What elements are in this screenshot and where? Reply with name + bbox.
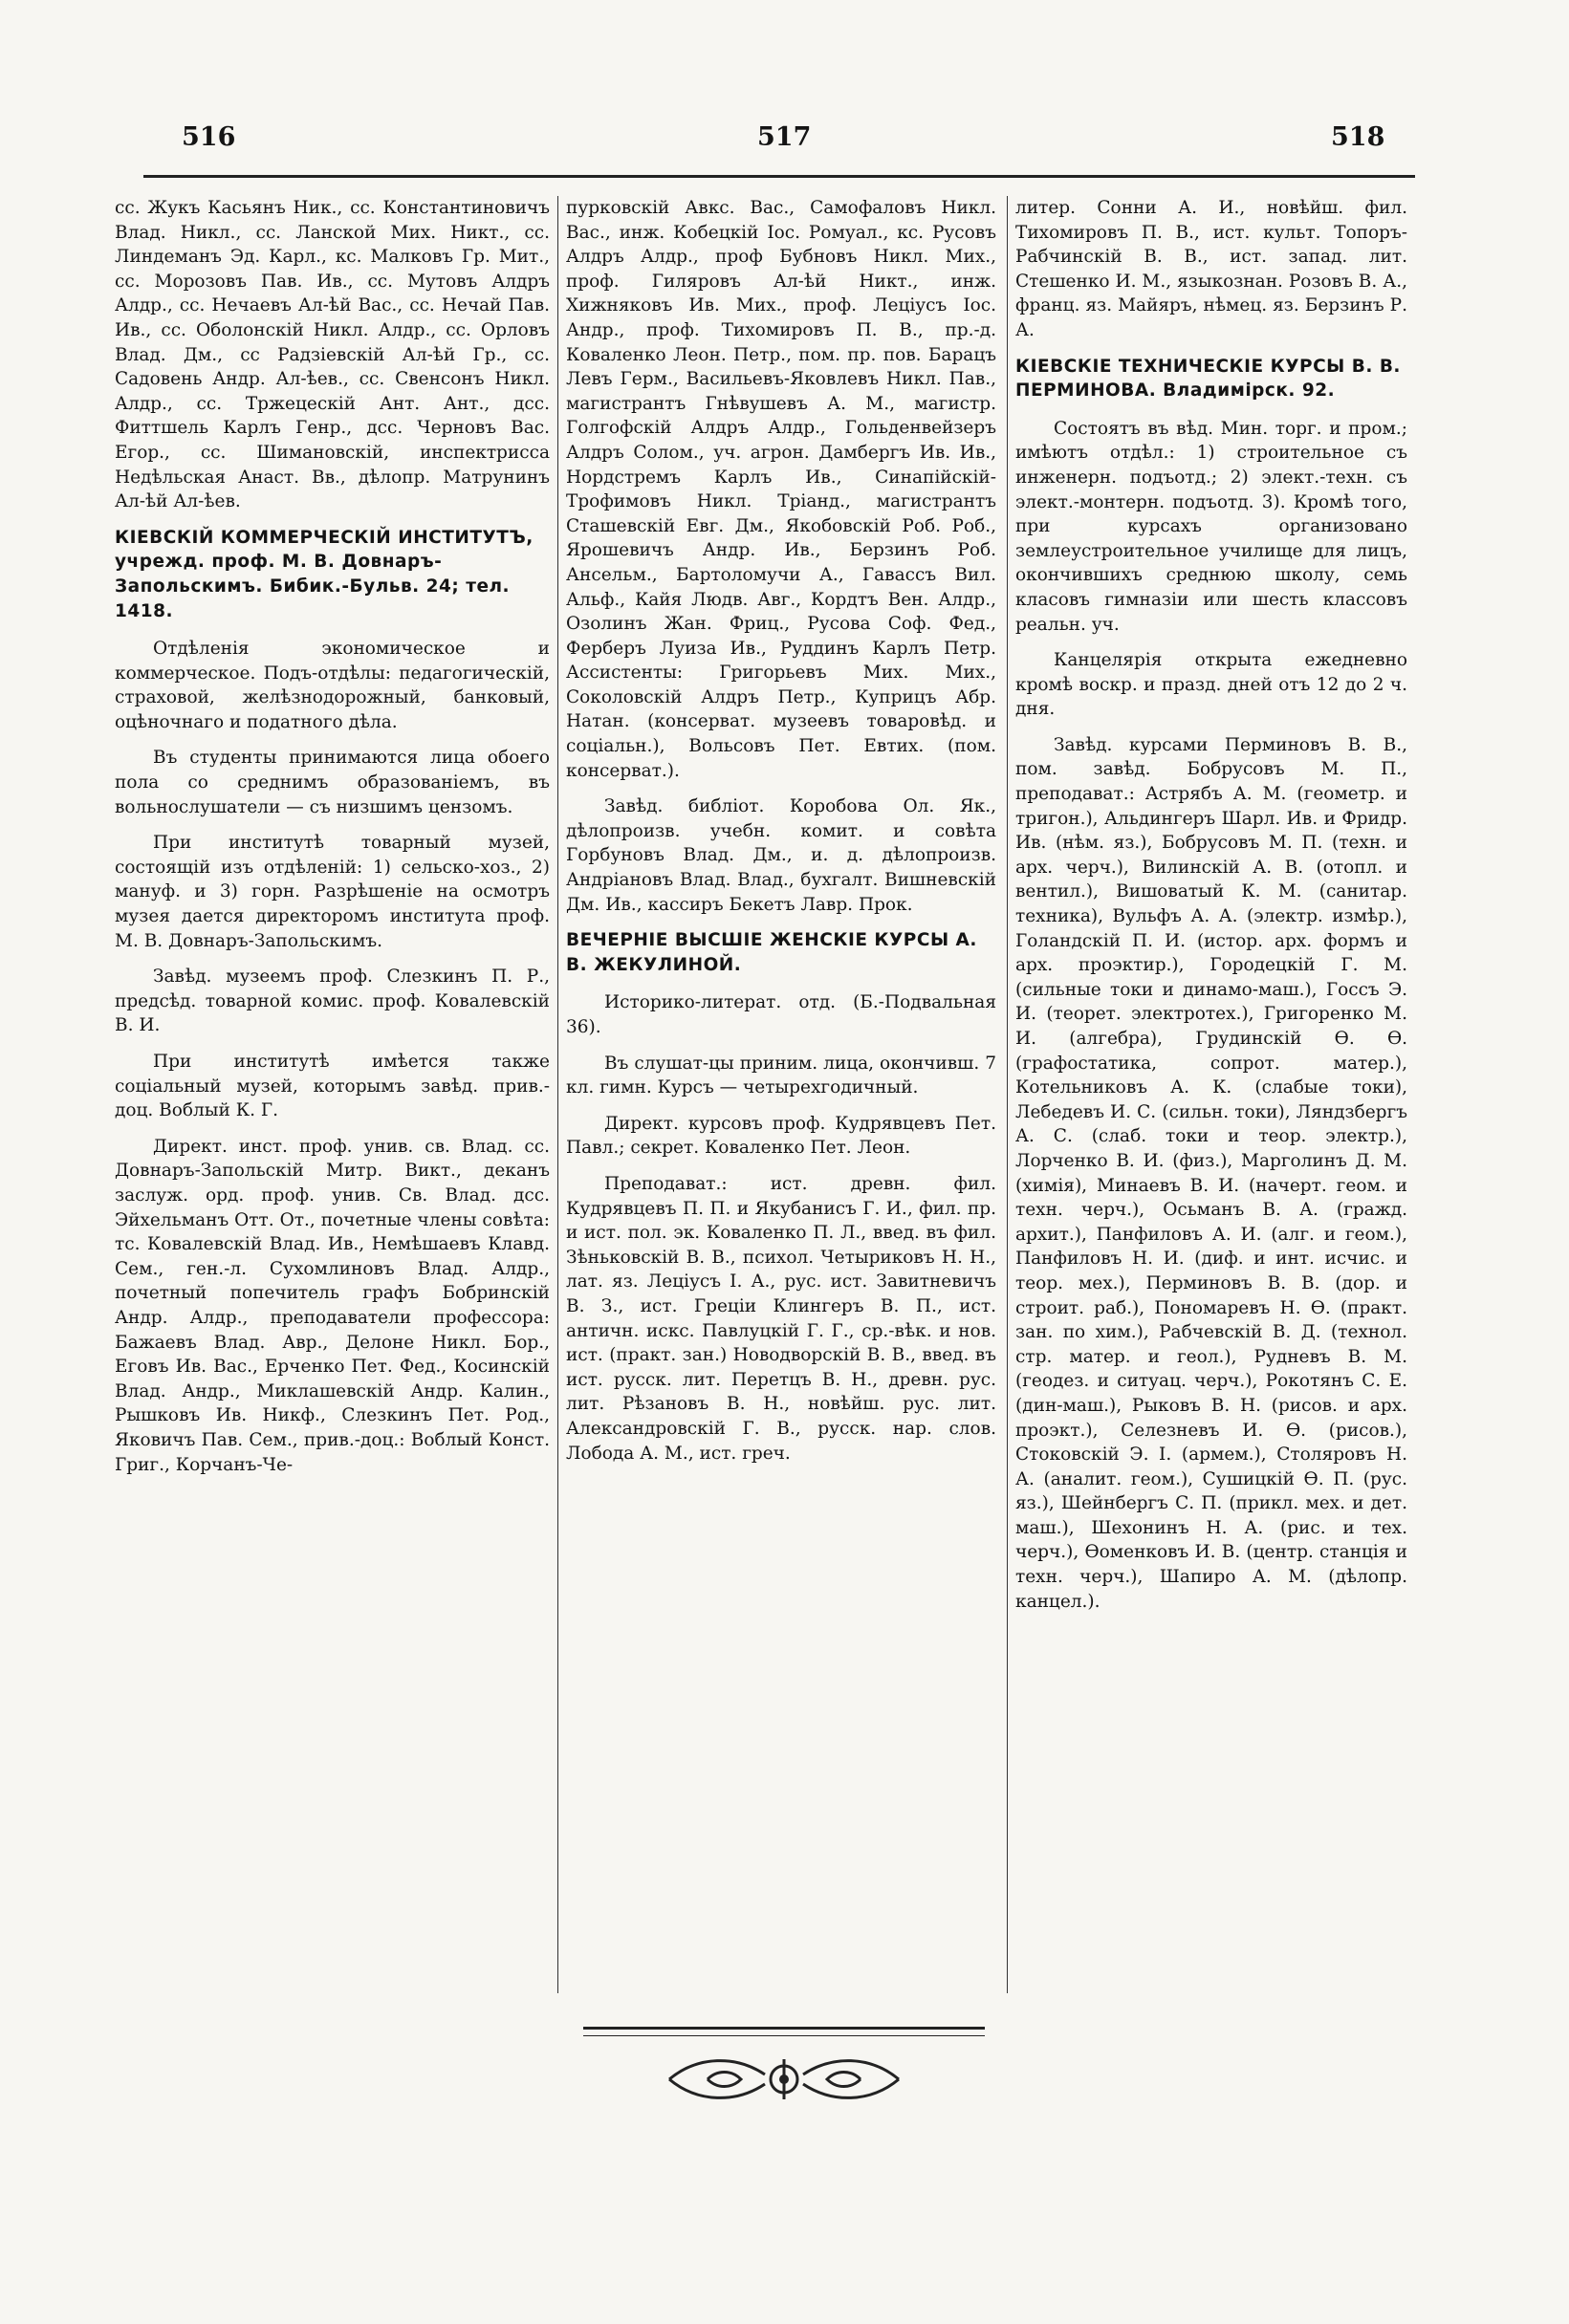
col3-paragraph-3: Канцелярія открыта ежедневно кромѣ воскр. и празд. дней отъ 12 до 2 ч. дня. xyxy=(1015,650,1407,720)
column-left xyxy=(115,196,550,2018)
col1-section-heading: КІЕВСКІЙ КОММЕРЧЕСКІЙ ИНСТИТУТЪ, учрежд. проф. М. В. Довнаръ-Запольскимъ. Бибик.-Бульв. 24; тел. 1418. xyxy=(115,527,534,621)
col2-section-heading: ВЕЧЕРНІЕ ВЫСШІЕ ЖЕНСКІЕ КУРСЫ А. В. ЖЕКУЛИНОЙ. xyxy=(566,930,977,975)
col3-paragraph-1: литер. Сонни А. И., новѣйш. фил. Тихомировъ П. В., ист. культ. Топоръ-Рабчинскій В. В., ист. запад. лит. Стешенко И. М., языкознан. Розовъ В. А., франц. яз. Майяръ, нѣмец. яз. Берзинъ Р. А. xyxy=(1015,198,1407,340)
column-divider-right xyxy=(1007,196,1008,1993)
page-number-middle: 517 xyxy=(757,122,812,152)
col2-paragraph-4: Въ слушат-цы приним. лица, окончивш. 7 кл. гимн. Курсъ — четырехгодичный. xyxy=(566,1053,996,1098)
col1-paragraph-4: При институтѣ товарный музей, состоящій изъ отдѣленій: 1) сельско-хоз., 2) мануф. и 3) горн. Разрѣшеніе на осмотръ музея дается директоромъ института проф. М. В. Довнаръ-Запольскимъ. xyxy=(115,833,550,951)
page-number-right: 518 xyxy=(1331,122,1385,152)
page-number-left: 516 xyxy=(182,122,236,152)
column-divider-left xyxy=(557,196,558,1993)
column-middle xyxy=(566,196,996,2018)
col3-paragraph-4: Завѣд. курсами Перминовъ В. В., пом. завѣд. Бобрусовъ М. П., преподават.: Астрябъ А. М. (геометр. и тригон.), Альдингеръ Шарл. Ив. и Фридр. Ив. (нѣм. яз.), Бобрусовъ М. П. (техн. и арх. черч.), Вилинскій А. В. (отопл. и вентил.), Вишоватый К. М. (санитар. техника), Вульфъ А. А. (электр. измѣр.), Голандскій П. И. (истор. арх. формъ и арх. проэктир.), Городецкій Г. М. (сильные токи и динамо-маш.), Госсъ Э. И. (теорет. электротех.), Григоренко М. И. (алгебра), Грудинскій Ѳ. Ѳ. (графостатика, сопрот. матер.), Котельниковъ А. К. (слабые токи), Лебедевъ И. С. (сильн. токи), Ляндзбергъ А. С. (слаб. токи и теор. электр.), Лорченко В. И. (физ.), Марголинъ Д. М. (химія), Минаевъ В. И. (начерт. геом. и техн. черч.), Осьманъ В. А. (гражд. архит.), Панфиловъ А. И. (алг. и геом.), Панфиловъ Н. И. (диф. и инт. исчис. и теор. мех.), Перминовъ В. В. (дор. и строит. раб.), Пономаревъ Н. Ѳ. (практ. зан. по хим.), Рабчевскій В. Д. (технол. стр. матер. и геол.), Рудневъ В. М. (геодез. и ситуац. черч.), Рокотянъ С. Е. (дин-маш.), Рыковъ В. Н. (рисов. и арх. проэкт.), Селезневъ И. Ѳ. (рисов.), Стоковскій Э. I. (армем.), Столяровъ Н. А. (аналит. геом.), Сушицкій Ѳ. П. (рус. яз.), Шейнбергъ С. П. (прикл. мех. и дет. маш.), Шехонинъ Н. А. (рис. и тех. черч.), Ѳоменковъ И. В. (центр. станція и техн. черч.), Шапиро А. М. (дѣлопр. канцел.). xyxy=(1015,734,1407,1612)
col1-paragraph-6: При институтѣ имѣется также соціальный музей, которымъ завѣд. прив.-доц. Воблый К. Г. xyxy=(115,1052,550,1121)
col2-paragraph-5: Директ. курсовъ проф. Кудрявцевъ Пет. Павл.; секрет. Коваленко Пет. Леон. xyxy=(566,1113,996,1159)
col3-paragraph-2: Состоятъ въ вѣд. Мин. торг. и пром.; имѣютъ отдѣл.: 1) строительное съ инженерн. подъотд.; 2) элект.-техн. съ элект.-монтерн. подъотд. 3). Кромѣ того, при курсахъ организовано землеустроительное училище для лицъ, окончившихъ среднюю школу, семь класовъ гимназіи или шесть классовъ реальн. уч. xyxy=(1015,418,1407,635)
column-right xyxy=(1015,196,1407,2018)
col2-paragraph-1: пурковскій Авкс. Вас., Самофаловъ Никл. Вас., инж. Кобецкій Іос. Ромуал., кс. Русовъ Алдръ Алдр., проф Бубновъ Никл. Мих., проф. Гиляровъ Ал-ѣй Никт., инж. Хижняковъ Ив. Мих., проф. Лецiусъ Іос. Андр., проф. Тихомировъ П. В., пр.-д. Коваленко Леон. Петр., пом. пр. пов. Барацъ Левъ Герм., Васильевъ-Яковлевъ Никл. Пав., магистрантъ Гнѣвушевъ А. М., магистр. Голгофскій Алдръ Алдр., Гольденвейзеръ Алдръ Солом., уч. агрон. Дамбергъ Ив. Ив., Нордстремъ Карлъ Ив., Синапійскій-Трофимовъ Никл. Тріанд., магистрантъ Сташевскій Евг. Дм., Якобовскій Роб. Роб., Ярошевичъ Андр. Ив., Берзинъ Роб. Ансельм., Бартоломучи А., Гавассъ Вил. Альф., Кайя Людв. Авг., Кордтъ Вен. Алдр., Озолинъ Жан. Фриц., Русова Соф. Фед., Ферберъ Луиза Ив., Руддинъ Карлъ Петр. Ассистенты: Григорьевъ Мих. Мих., Соколовскій Алдръ Петр., Куприцъ Абр. Натан. (консерват. музеевъ товаровѣд. и соціальн.), Вольсовъ Пет. Евтих. (пом. консерват.). xyxy=(566,198,996,781)
ornament-icon xyxy=(650,2046,918,2113)
col2-paragraph-3: Историко-литерат. отд. (Б.-Подвальная 36). xyxy=(566,992,996,1037)
col3-section-heading: КІЕВСКІЕ ТЕХНИЧЕСКІЕ КУРСЫ В. В. ПЕРМИНОВА. Владимірск. 92. xyxy=(1015,356,1401,402)
col1-paragraph-1: сс. Жукъ Касьянъ Ник., сс. Константиновичъ Влад. Никл., сс. Ланской Мих. Никт., сс. Линдеманъ Эд. Карл., кс. Малковъ Гр. Мит., сс. Морозовъ Пав. Ив., сс. Мутовъ Алдръ Алдр., сс. Нечаевъ Ал-ѣй Вас., сс. Нечай Пав. Ив., сс. Оболонскій Никл. Алдр., сс. Орловъ Влад. Дм., сс Радзіевскій Ал-ѣй Гр., сс. Садовень Андр. Ал-ѣев., сс. Свенсонъ Никл. Алдр., сс. Тржецескій Ант. Ант., дсс. Фиттшель Карлъ Генр., дсс. Черновъ Вас. Егор., сс. Шимановскій, инспектрисса Недѣльская Анаст. Вв., дѣлопр. Матрунинъ Ал-ѣй Ал-ѣев. xyxy=(115,198,550,512)
col1-paragraph-7: Директ. инст. проф. унив. св. Влад. сс. Довнаръ-Запольскій Митр. Викт., деканъ заслуж. орд. проф. унив. Св. Влад. дсс. Эйхельманъ Отт. От., почетные члены совѣта: тс. Ковалевскій Влад. Ив., Немѣшаевъ Клавд. Сем., ген.-л. Сухомлиновъ Влад. Алдр., почетный попечитель графъ Бобринскій Андр. Алдр., преподаватели профессора: Бажаевъ Влад. Авр., Делоне Никл. Бор., Еговъ Ив. Вас., Ерченко Пет. Фед., Косинскій Влад. Андр., Миклашевскій Андр. Калин., Рышковъ Ив. Никф., Слезкинъ Пет. Род., Яковичъ Пав. Сем., прив.-доц.: Воблый Конст. Григ., Корчанъ-Че- xyxy=(115,1136,550,1475)
col1-paragraph-3: Въ студенты принимаются лица обоего пола со среднимъ образованіемъ, въ вольнослушатели — съ низшимъ цензомъ. xyxy=(115,748,550,817)
footer-rule xyxy=(583,2027,985,2030)
col2-paragraph-6: Преподават.: ист. древн. фил. Кудрявцевъ П. П. и Якубанисъ Г. И., фил. пр. и ист. пол. эк. Коваленко П. Л., введ. въ фил. Зѣньковскій В. В., психол. Четыриковъ Н. Н., лат. яз. Лецiусъ I. А., рус. ист. Завитневичъ В. З., ист. Греціи Клингеръ В. П., ист. античн. искс. Павлуцкій Г. Г., ср.-вѣк. и нов. ист. (практ. зан.) Новодворскій В. В., введ. въ ист. русск. лит. Перетцъ В. Н., древн. рус. лит. Рѣзановъ В. Н., новѣйш. рус. лит. Александровскій Г. В., русск. нар. слов. Лобода А. М., ист. греч. xyxy=(566,1173,996,1464)
footer-rule-thin xyxy=(583,2035,985,2036)
col2-paragraph-2: Завѣд. библiот. Коробова Ол. Як., дѣлопроизв. учебн. комит. и совѣта Горбуновъ Влад. Дм., и. д. дѣлопроизв. Андріановъ Влад. Влад., бухгалт. Вишневскій Дм. Ив., кассиръ Бекетъ Лавр. Прок. xyxy=(566,796,996,915)
col1-paragraph-2: Отдѣленія экономическое и коммерческое. Подъ-отдѣлы: педагогическій, страховой, желѣзнодорожный, банковый, оцѣночнаго и податного дѣла. xyxy=(115,639,550,732)
page-header xyxy=(0,122,1569,161)
col1-paragraph-5: Завѣд. музеемъ проф. Слезкинъ П. Р., предсѣд. товарной комис. проф. Ковалевскій В. И. xyxy=(115,967,550,1036)
header-rule xyxy=(143,175,1415,178)
